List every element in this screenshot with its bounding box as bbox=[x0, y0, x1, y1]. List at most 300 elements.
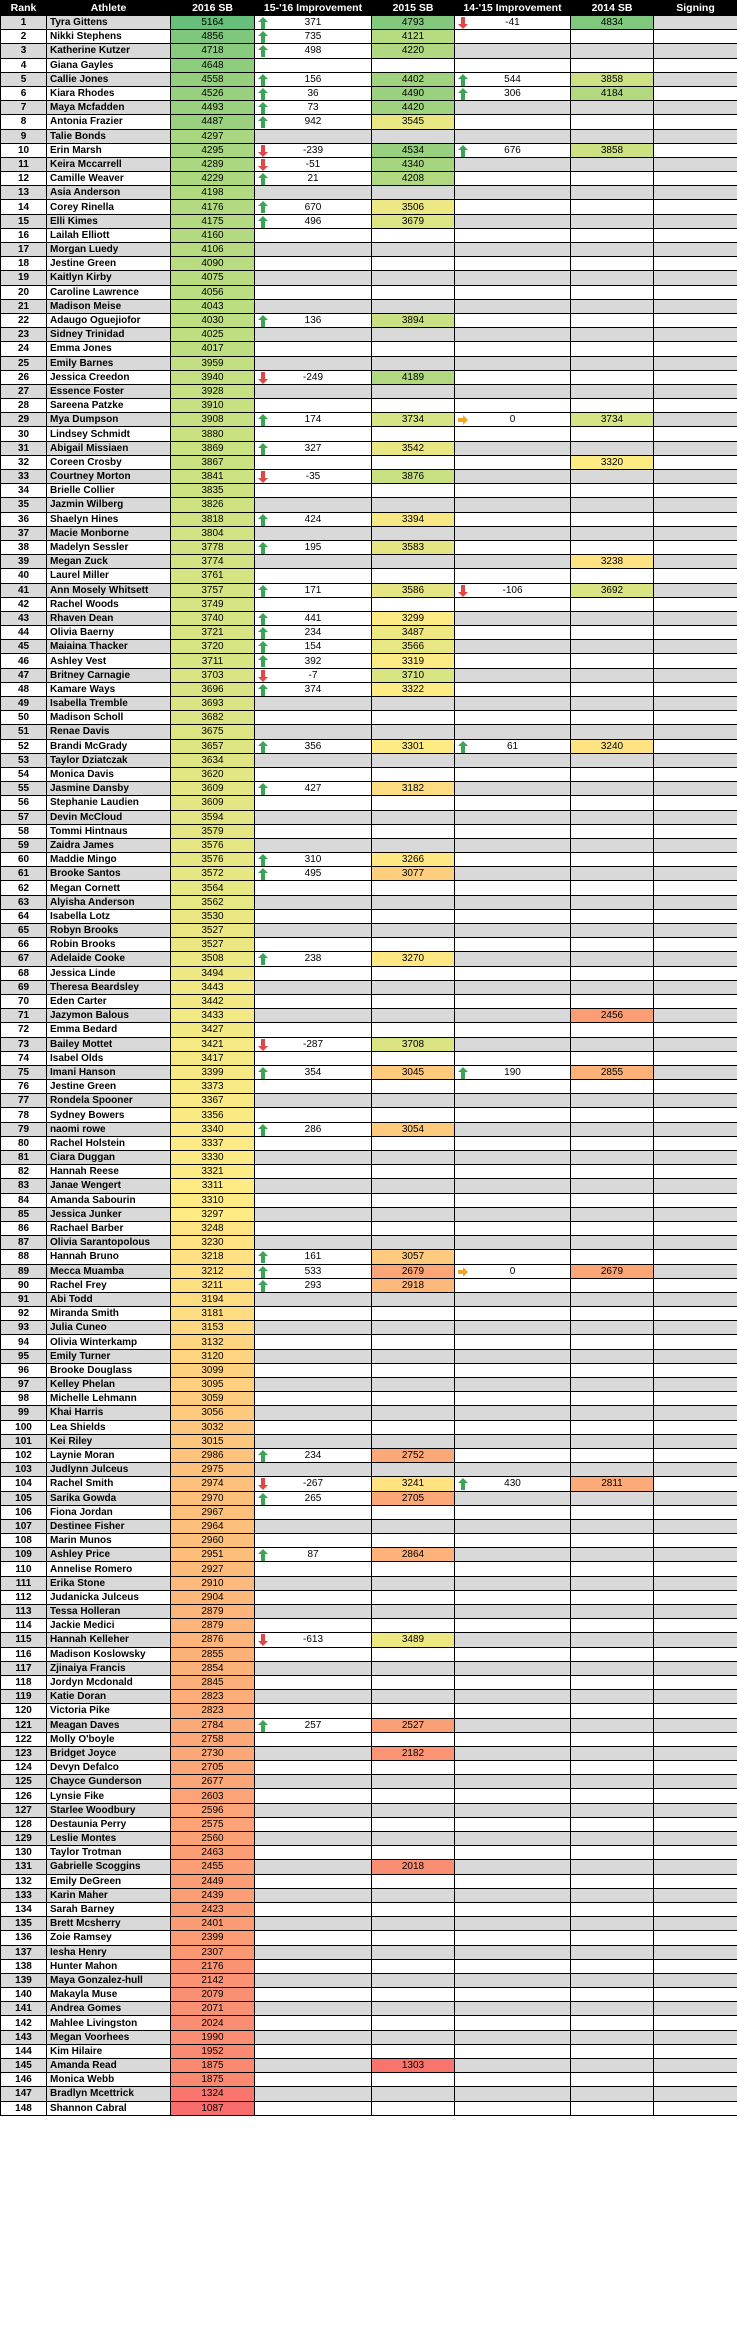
rank-cell[interactable]: 52 bbox=[1, 739, 47, 753]
signing-cell[interactable] bbox=[654, 2059, 737, 2073]
athlete-cell[interactable]: Emily DeGreen bbox=[47, 1874, 171, 1888]
sb-2015-cell[interactable] bbox=[372, 243, 455, 257]
sb-2015-cell[interactable] bbox=[372, 810, 455, 824]
improvement-15-16-cell[interactable] bbox=[255, 767, 372, 781]
sb-2016-cell[interactable]: 4648 bbox=[171, 58, 255, 72]
signing-cell[interactable] bbox=[654, 1051, 737, 1065]
improvement-15-16-cell[interactable] bbox=[255, 1236, 372, 1250]
sb-2016-cell[interactable]: 3609 bbox=[171, 782, 255, 796]
improvement-14-15-cell[interactable] bbox=[455, 881, 571, 895]
athlete-cell[interactable]: Shannon Cabral bbox=[47, 2101, 171, 2115]
improvement-15-16-cell[interactable] bbox=[255, 30, 372, 44]
improvement-14-15-cell[interactable] bbox=[455, 1803, 571, 1817]
rank-cell[interactable]: 104 bbox=[1, 1477, 47, 1491]
improvement-15-16-cell[interactable] bbox=[255, 569, 372, 583]
improvement-15-16-cell[interactable] bbox=[255, 966, 372, 980]
athlete-cell[interactable]: Hunter Mahon bbox=[47, 1959, 171, 1973]
rank-cell[interactable]: 81 bbox=[1, 1151, 47, 1165]
sb-2016-cell[interactable]: 3427 bbox=[171, 1023, 255, 1037]
improvement-14-15-cell[interactable] bbox=[455, 1775, 571, 1789]
signing-cell[interactable] bbox=[654, 1817, 737, 1831]
improvement-14-15-cell[interactable] bbox=[455, 1307, 571, 1321]
improvement-15-16-cell[interactable] bbox=[255, 214, 372, 228]
sb-2016-cell[interactable]: 4175 bbox=[171, 214, 255, 228]
improvement-15-16-cell[interactable] bbox=[255, 796, 372, 810]
improvement-14-15-cell[interactable] bbox=[455, 101, 571, 115]
improvement-15-16-cell[interactable] bbox=[255, 668, 372, 682]
improvement-14-15-cell[interactable] bbox=[455, 1378, 571, 1392]
sb-2016-cell[interactable]: 2986 bbox=[171, 1448, 255, 1462]
sb-2016-cell[interactable]: 3297 bbox=[171, 1207, 255, 1221]
improvement-14-15-cell[interactable] bbox=[455, 129, 571, 143]
rank-cell[interactable]: 10 bbox=[1, 143, 47, 157]
athlete-cell[interactable]: Corey Rinella bbox=[47, 200, 171, 214]
improvement-14-15-cell[interactable] bbox=[455, 1065, 571, 1079]
rank-cell[interactable]: 13 bbox=[1, 186, 47, 200]
improvement-14-15-cell[interactable] bbox=[455, 115, 571, 129]
improvement-15-16-cell[interactable] bbox=[255, 1846, 372, 1860]
rank-cell[interactable]: 115 bbox=[1, 1633, 47, 1647]
signing-cell[interactable] bbox=[654, 1420, 737, 1434]
improvement-14-15-cell[interactable] bbox=[455, 1931, 571, 1945]
sb-2014-cell[interactable] bbox=[571, 1789, 654, 1803]
rank-cell[interactable]: 85 bbox=[1, 1207, 47, 1221]
athlete-cell[interactable]: Amanda Sabourin bbox=[47, 1193, 171, 1207]
sb-2014-cell[interactable] bbox=[571, 1534, 654, 1548]
sb-2016-cell[interactable]: 2964 bbox=[171, 1519, 255, 1533]
improvement-15-16-cell[interactable] bbox=[255, 1860, 372, 1874]
athlete-cell[interactable]: Karin Maher bbox=[47, 1888, 171, 1902]
sb-2016-cell[interactable]: 3211 bbox=[171, 1278, 255, 1292]
sb-2014-cell[interactable] bbox=[571, 1902, 654, 1916]
sb-2016-cell[interactable]: 4297 bbox=[171, 129, 255, 143]
sb-2016-cell[interactable]: 3657 bbox=[171, 739, 255, 753]
sb-2015-cell[interactable]: 3394 bbox=[372, 512, 455, 526]
signing-cell[interactable] bbox=[654, 1832, 737, 1846]
improvement-14-15-cell[interactable] bbox=[455, 1023, 571, 1037]
sb-2016-cell[interactable]: 2974 bbox=[171, 1477, 255, 1491]
athlete-cell[interactable]: Jessica Junker bbox=[47, 1207, 171, 1221]
rank-cell[interactable]: 41 bbox=[1, 583, 47, 597]
sb-2016-cell[interactable]: 3867 bbox=[171, 455, 255, 469]
improvement-15-16-cell[interactable] bbox=[255, 1477, 372, 1491]
sb-2015-cell[interactable] bbox=[372, 1605, 455, 1619]
improvement-15-16-cell[interactable] bbox=[255, 753, 372, 767]
sb-2014-cell[interactable] bbox=[571, 1846, 654, 1860]
signing-cell[interactable] bbox=[654, 1264, 737, 1278]
improvement-15-16-cell[interactable] bbox=[255, 129, 372, 143]
sb-2014-cell[interactable] bbox=[571, 1675, 654, 1689]
signing-cell[interactable] bbox=[654, 668, 737, 682]
sb-2016-cell[interactable]: 3373 bbox=[171, 1080, 255, 1094]
sb-2016-cell[interactable]: 4025 bbox=[171, 328, 255, 342]
sb-2014-cell[interactable] bbox=[571, 1349, 654, 1363]
athlete-cell[interactable]: Katherine Kutzer bbox=[47, 44, 171, 58]
sb-2015-cell[interactable]: 3542 bbox=[372, 441, 455, 455]
sb-2014-cell[interactable] bbox=[571, 2044, 654, 2058]
signing-cell[interactable] bbox=[654, 101, 737, 115]
sb-2014-cell[interactable] bbox=[571, 1221, 654, 1235]
athlete-cell[interactable]: Lailah Elliott bbox=[47, 228, 171, 242]
improvement-14-15-cell[interactable] bbox=[455, 654, 571, 668]
sb-2015-cell[interactable] bbox=[372, 980, 455, 994]
improvement-14-15-cell[interactable] bbox=[455, 1236, 571, 1250]
improvement-14-15-cell[interactable] bbox=[455, 682, 571, 696]
sb-2016-cell[interactable]: 2575 bbox=[171, 1817, 255, 1831]
sb-2014-cell[interactable] bbox=[571, 1832, 654, 1846]
improvement-14-15-cell[interactable] bbox=[455, 1193, 571, 1207]
rank-cell[interactable]: 146 bbox=[1, 2073, 47, 2087]
athlete-cell[interactable]: Elli Kimes bbox=[47, 214, 171, 228]
improvement-15-16-cell[interactable] bbox=[255, 370, 372, 384]
sb-2016-cell[interactable]: 2960 bbox=[171, 1534, 255, 1548]
sb-2015-cell[interactable]: 2679 bbox=[372, 1264, 455, 1278]
sb-2014-cell[interactable] bbox=[571, 1746, 654, 1760]
sb-2014-cell[interactable] bbox=[571, 1661, 654, 1675]
sb-2015-cell[interactable] bbox=[372, 895, 455, 909]
improvement-14-15-cell[interactable] bbox=[455, 640, 571, 654]
signing-cell[interactable] bbox=[654, 881, 737, 895]
sb-2015-cell[interactable] bbox=[372, 271, 455, 285]
athlete-cell[interactable]: Meagan Daves bbox=[47, 1718, 171, 1732]
improvement-14-15-cell[interactable] bbox=[455, 143, 571, 157]
athlete-cell[interactable]: Gabrielle Scoggins bbox=[47, 1860, 171, 1874]
athlete-cell[interactable]: Caroline Lawrence bbox=[47, 285, 171, 299]
sb-2016-cell[interactable]: 3634 bbox=[171, 753, 255, 767]
improvement-15-16-cell[interactable] bbox=[255, 285, 372, 299]
signing-cell[interactable] bbox=[654, 810, 737, 824]
sb-2014-cell[interactable]: 3858 bbox=[571, 72, 654, 86]
signing-cell[interactable] bbox=[654, 1065, 737, 1079]
improvement-15-16-cell[interactable] bbox=[255, 1321, 372, 1335]
sb-2015-cell[interactable] bbox=[372, 994, 455, 1008]
signing-cell[interactable] bbox=[654, 1292, 737, 1306]
rank-cell[interactable]: 88 bbox=[1, 1250, 47, 1264]
rank-cell[interactable]: 14 bbox=[1, 200, 47, 214]
sb-2015-cell[interactable] bbox=[372, 1661, 455, 1675]
improvement-14-15-cell[interactable] bbox=[455, 1718, 571, 1732]
sb-2016-cell[interactable]: 2455 bbox=[171, 1860, 255, 1874]
sb-2014-cell[interactable] bbox=[571, 1335, 654, 1349]
improvement-15-16-cell[interactable] bbox=[255, 356, 372, 370]
improvement-14-15-cell[interactable] bbox=[455, 1661, 571, 1675]
sb-2014-cell[interactable] bbox=[571, 782, 654, 796]
athlete-cell[interactable]: Talie Bonds bbox=[47, 129, 171, 143]
sb-2015-cell[interactable] bbox=[372, 1378, 455, 1392]
sb-2014-cell[interactable] bbox=[571, 1023, 654, 1037]
athlete-cell[interactable]: Zaidra James bbox=[47, 838, 171, 852]
improvement-14-15-cell[interactable] bbox=[455, 2002, 571, 2016]
sb-2015-cell[interactable]: 2918 bbox=[372, 1278, 455, 1292]
sb-2016-cell[interactable]: 2463 bbox=[171, 1846, 255, 1860]
sb-2014-cell[interactable] bbox=[571, 399, 654, 413]
sb-2016-cell[interactable]: 3181 bbox=[171, 1307, 255, 1321]
sb-2015-cell[interactable] bbox=[372, 824, 455, 838]
signing-cell[interactable] bbox=[654, 1888, 737, 1902]
improvement-14-15-cell[interactable] bbox=[455, 257, 571, 271]
rank-cell[interactable]: 96 bbox=[1, 1363, 47, 1377]
improvement-15-16-cell[interactable] bbox=[255, 157, 372, 171]
improvement-14-15-cell[interactable] bbox=[455, 1832, 571, 1846]
rank-cell[interactable]: 4 bbox=[1, 58, 47, 72]
sb-2015-cell[interactable]: 2864 bbox=[372, 1548, 455, 1562]
athlete-cell[interactable]: Madison Scholl bbox=[47, 711, 171, 725]
sb-2015-cell[interactable] bbox=[372, 1392, 455, 1406]
sb-2015-cell[interactable] bbox=[372, 1349, 455, 1363]
improvement-14-15-cell[interactable] bbox=[455, 200, 571, 214]
improvement-15-16-cell[interactable] bbox=[255, 498, 372, 512]
sb-2014-cell[interactable] bbox=[571, 328, 654, 342]
athlete-cell[interactable]: naomi rowe bbox=[47, 1122, 171, 1136]
athlete-cell[interactable]: Olivia Baerny bbox=[47, 626, 171, 640]
signing-cell[interactable] bbox=[654, 1661, 737, 1675]
improvement-15-16-cell[interactable] bbox=[255, 838, 372, 852]
athlete-cell[interactable]: Courtney Morton bbox=[47, 470, 171, 484]
athlete-cell[interactable]: Coreen Crosby bbox=[47, 455, 171, 469]
improvement-15-16-cell[interactable] bbox=[255, 824, 372, 838]
sb-2016-cell[interactable]: 4056 bbox=[171, 285, 255, 299]
sb-2014-cell[interactable] bbox=[571, 243, 654, 257]
improvement-15-16-cell[interactable] bbox=[255, 1945, 372, 1959]
improvement-15-16-cell[interactable] bbox=[255, 2002, 372, 2016]
improvement-14-15-cell[interactable] bbox=[455, 285, 571, 299]
sb-2014-cell[interactable] bbox=[571, 2087, 654, 2101]
sb-2015-cell[interactable] bbox=[372, 1335, 455, 1349]
athlete-cell[interactable]: Taylor Trotman bbox=[47, 1846, 171, 1860]
improvement-15-16-cell[interactable] bbox=[255, 72, 372, 86]
improvement-14-15-cell[interactable] bbox=[455, 626, 571, 640]
improvement-15-16-cell[interactable] bbox=[255, 342, 372, 356]
improvement-15-16-cell[interactable] bbox=[255, 2044, 372, 2058]
athlete-cell[interactable]: Macie Monborne bbox=[47, 526, 171, 540]
athlete-cell[interactable]: Bradlyn Mcettrick bbox=[47, 2087, 171, 2101]
improvement-14-15-cell[interactable] bbox=[455, 1746, 571, 1760]
rank-cell[interactable]: 105 bbox=[1, 1491, 47, 1505]
sb-2015-cell[interactable] bbox=[372, 1846, 455, 1860]
athlete-cell[interactable]: Amanda Read bbox=[47, 2059, 171, 2073]
athlete-cell[interactable]: Keira Mccarrell bbox=[47, 157, 171, 171]
improvement-15-16-cell[interactable] bbox=[255, 1576, 372, 1590]
signing-cell[interactable] bbox=[654, 1094, 737, 1108]
rank-cell[interactable]: 119 bbox=[1, 1690, 47, 1704]
sb-2015-cell[interactable] bbox=[372, 1945, 455, 1959]
rank-cell[interactable]: 102 bbox=[1, 1448, 47, 1462]
athlete-cell[interactable]: Laurel Miller bbox=[47, 569, 171, 583]
improvement-14-15-cell[interactable] bbox=[455, 1732, 571, 1746]
improvement-14-15-cell[interactable] bbox=[455, 228, 571, 242]
sb-2016-cell[interactable]: 4030 bbox=[171, 313, 255, 327]
improvement-15-16-cell[interactable] bbox=[255, 526, 372, 540]
sb-2015-cell[interactable]: 3182 bbox=[372, 782, 455, 796]
signing-cell[interactable] bbox=[654, 980, 737, 994]
sb-2014-cell[interactable] bbox=[571, 1917, 654, 1931]
header-rank[interactable]: Rank bbox=[1, 1, 47, 16]
improvement-15-16-cell[interactable] bbox=[255, 1292, 372, 1306]
athlete-cell[interactable]: Michelle Lehmann bbox=[47, 1392, 171, 1406]
signing-cell[interactable] bbox=[654, 1973, 737, 1987]
improvement-15-16-cell[interactable] bbox=[255, 2101, 372, 2115]
sb-2016-cell[interactable]: 1952 bbox=[171, 2044, 255, 2058]
sb-2015-cell[interactable] bbox=[372, 356, 455, 370]
sb-2015-cell[interactable] bbox=[372, 909, 455, 923]
improvement-14-15-cell[interactable] bbox=[455, 966, 571, 980]
rank-cell[interactable]: 37 bbox=[1, 526, 47, 540]
improvement-15-16-cell[interactable] bbox=[255, 1704, 372, 1718]
sb-2016-cell[interactable]: 2176 bbox=[171, 1959, 255, 1973]
rank-cell[interactable]: 121 bbox=[1, 1718, 47, 1732]
sb-2014-cell[interactable] bbox=[571, 1548, 654, 1562]
sb-2014-cell[interactable] bbox=[571, 115, 654, 129]
improvement-15-16-cell[interactable] bbox=[255, 2073, 372, 2087]
sb-2014-cell[interactable] bbox=[571, 1619, 654, 1633]
improvement-14-15-cell[interactable] bbox=[455, 540, 571, 554]
improvement-14-15-cell[interactable] bbox=[455, 86, 571, 100]
sb-2015-cell[interactable] bbox=[372, 1165, 455, 1179]
signing-cell[interactable] bbox=[654, 1675, 737, 1689]
sb-2016-cell[interactable]: 1875 bbox=[171, 2059, 255, 2073]
improvement-14-15-cell[interactable] bbox=[455, 711, 571, 725]
header-2016-sb[interactable]: 2016 SB bbox=[171, 1, 255, 16]
improvement-15-16-cell[interactable] bbox=[255, 1917, 372, 1931]
athlete-cell[interactable]: Brooke Santos bbox=[47, 867, 171, 881]
signing-cell[interactable] bbox=[654, 413, 737, 427]
signing-cell[interactable] bbox=[654, 1221, 737, 1235]
improvement-14-15-cell[interactable] bbox=[455, 1136, 571, 1150]
sb-2015-cell[interactable]: 3876 bbox=[372, 470, 455, 484]
sb-2015-cell[interactable]: 3322 bbox=[372, 682, 455, 696]
sb-2014-cell[interactable] bbox=[571, 853, 654, 867]
rank-cell[interactable]: 148 bbox=[1, 2101, 47, 2115]
improvement-14-15-cell[interactable] bbox=[455, 2073, 571, 2087]
header-2014-sb[interactable]: 2014 SB bbox=[571, 1, 654, 16]
improvement-14-15-cell[interactable] bbox=[455, 2016, 571, 2030]
sb-2014-cell[interactable] bbox=[571, 597, 654, 611]
sb-2015-cell[interactable]: 3266 bbox=[372, 853, 455, 867]
sb-2015-cell[interactable]: 3586 bbox=[372, 583, 455, 597]
sb-2015-cell[interactable] bbox=[372, 1902, 455, 1916]
sb-2015-cell[interactable]: 3241 bbox=[372, 1477, 455, 1491]
signing-cell[interactable] bbox=[654, 597, 737, 611]
rank-cell[interactable]: 45 bbox=[1, 640, 47, 654]
improvement-14-15-cell[interactable] bbox=[455, 1349, 571, 1363]
rank-cell[interactable]: 54 bbox=[1, 767, 47, 781]
rank-cell[interactable]: 108 bbox=[1, 1534, 47, 1548]
sb-2014-cell[interactable] bbox=[571, 342, 654, 356]
improvement-15-16-cell[interactable] bbox=[255, 86, 372, 100]
sb-2015-cell[interactable] bbox=[372, 1988, 455, 2002]
improvement-15-16-cell[interactable] bbox=[255, 1491, 372, 1505]
signing-cell[interactable] bbox=[654, 72, 737, 86]
sb-2016-cell[interactable]: 2399 bbox=[171, 1931, 255, 1945]
sb-2015-cell[interactable] bbox=[372, 2016, 455, 2030]
rank-cell[interactable]: 143 bbox=[1, 2030, 47, 2044]
sb-2014-cell[interactable] bbox=[571, 441, 654, 455]
sb-2016-cell[interactable]: 2758 bbox=[171, 1732, 255, 1746]
sb-2014-cell[interactable] bbox=[571, 626, 654, 640]
sb-2015-cell[interactable]: 2527 bbox=[372, 1718, 455, 1732]
signing-cell[interactable] bbox=[654, 682, 737, 696]
sb-2014-cell[interactable] bbox=[571, 654, 654, 668]
athlete-cell[interactable]: Jordyn Mcdonald bbox=[47, 1675, 171, 1689]
improvement-14-15-cell[interactable] bbox=[455, 1988, 571, 2002]
sb-2016-cell[interactable]: 3508 bbox=[171, 952, 255, 966]
rank-cell[interactable]: 74 bbox=[1, 1051, 47, 1065]
sb-2014-cell[interactable] bbox=[571, 1080, 654, 1094]
signing-cell[interactable] bbox=[654, 1122, 737, 1136]
sb-2016-cell[interactable]: 5164 bbox=[171, 16, 255, 30]
athlete-cell[interactable]: Hannah Bruno bbox=[47, 1250, 171, 1264]
sb-2015-cell[interactable]: 4208 bbox=[372, 172, 455, 186]
sb-2015-cell[interactable]: 3734 bbox=[372, 413, 455, 427]
sb-2014-cell[interactable] bbox=[571, 44, 654, 58]
sb-2014-cell[interactable] bbox=[571, 526, 654, 540]
sb-2015-cell[interactable]: 3057 bbox=[372, 1250, 455, 1264]
sb-2014-cell[interactable] bbox=[571, 1803, 654, 1817]
sb-2016-cell[interactable]: 3835 bbox=[171, 484, 255, 498]
signing-cell[interactable] bbox=[654, 796, 737, 810]
rank-cell[interactable]: 103 bbox=[1, 1463, 47, 1477]
improvement-14-15-cell[interactable] bbox=[455, 1874, 571, 1888]
sb-2014-cell[interactable] bbox=[571, 1860, 654, 1874]
improvement-15-16-cell[interactable] bbox=[255, 1207, 372, 1221]
sb-2015-cell[interactable] bbox=[372, 1221, 455, 1235]
sb-2015-cell[interactable] bbox=[372, 427, 455, 441]
athlete-cell[interactable]: Hannah Kelleher bbox=[47, 1633, 171, 1647]
sb-2016-cell[interactable]: 4160 bbox=[171, 228, 255, 242]
improvement-15-16-cell[interactable] bbox=[255, 725, 372, 739]
rank-cell[interactable]: 93 bbox=[1, 1321, 47, 1335]
improvement-14-15-cell[interactable] bbox=[455, 1151, 571, 1165]
improvement-14-15-cell[interactable] bbox=[455, 484, 571, 498]
sb-2014-cell[interactable] bbox=[571, 1732, 654, 1746]
rank-cell[interactable]: 78 bbox=[1, 1108, 47, 1122]
improvement-15-16-cell[interactable] bbox=[255, 1278, 372, 1292]
signing-cell[interactable] bbox=[654, 1491, 737, 1505]
rank-cell[interactable]: 43 bbox=[1, 611, 47, 625]
sb-2015-cell[interactable] bbox=[372, 1463, 455, 1477]
signing-cell[interactable] bbox=[654, 1846, 737, 1860]
improvement-14-15-cell[interactable] bbox=[455, 1534, 571, 1548]
rank-cell[interactable]: 83 bbox=[1, 1179, 47, 1193]
sb-2016-cell[interactable]: 2423 bbox=[171, 1902, 255, 1916]
athlete-cell[interactable]: Khai Harris bbox=[47, 1406, 171, 1420]
improvement-15-16-cell[interactable] bbox=[255, 1378, 372, 1392]
sb-2014-cell[interactable] bbox=[571, 980, 654, 994]
improvement-14-15-cell[interactable] bbox=[455, 824, 571, 838]
sb-2016-cell[interactable]: 2823 bbox=[171, 1704, 255, 1718]
signing-cell[interactable] bbox=[654, 441, 737, 455]
athlete-cell[interactable]: Maiaina Thacker bbox=[47, 640, 171, 654]
rank-cell[interactable]: 24 bbox=[1, 342, 47, 356]
sb-2014-cell[interactable] bbox=[571, 257, 654, 271]
improvement-15-16-cell[interactable] bbox=[255, 1448, 372, 1462]
rank-cell[interactable]: 77 bbox=[1, 1094, 47, 1108]
improvement-14-15-cell[interactable] bbox=[455, 1221, 571, 1235]
rank-cell[interactable]: 129 bbox=[1, 1832, 47, 1846]
improvement-15-16-cell[interactable] bbox=[255, 640, 372, 654]
signing-cell[interactable] bbox=[654, 555, 737, 569]
improvement-14-15-cell[interactable] bbox=[455, 1335, 571, 1349]
signing-cell[interactable] bbox=[654, 2087, 737, 2101]
improvement-15-16-cell[interactable] bbox=[255, 1519, 372, 1533]
improvement-14-15-cell[interactable] bbox=[455, 1250, 571, 1264]
rank-cell[interactable]: 123 bbox=[1, 1746, 47, 1760]
sb-2014-cell[interactable] bbox=[571, 1278, 654, 1292]
sb-2014-cell[interactable] bbox=[571, 1590, 654, 1604]
improvement-15-16-cell[interactable] bbox=[255, 1647, 372, 1661]
sb-2015-cell[interactable]: 2705 bbox=[372, 1491, 455, 1505]
rank-cell[interactable]: 47 bbox=[1, 668, 47, 682]
